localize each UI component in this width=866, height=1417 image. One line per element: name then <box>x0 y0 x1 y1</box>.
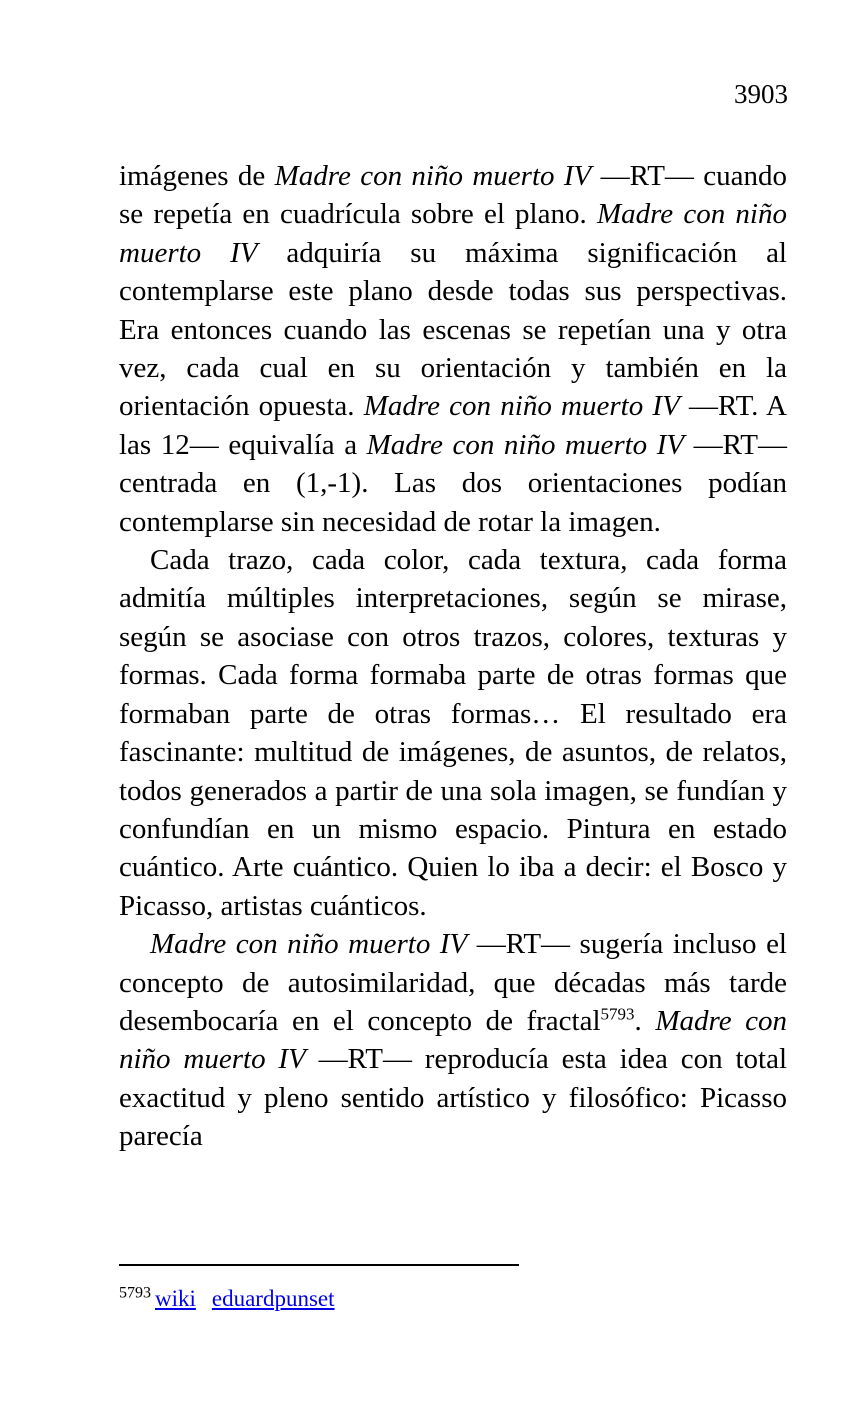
footnote-reference[interactable]: 5793 <box>600 1004 635 1024</box>
artwork-title: Madre con niño muerto IV <box>119 1004 787 1076</box>
text-run: . <box>634 1004 656 1037</box>
footnote <box>119 1284 335 1314</box>
page-number: 3903 <box>734 79 788 109</box>
artwork-title: Madre con niño muerto IV <box>150 928 468 961</box>
artwork-title: Madre con niño muerto IV <box>119 198 787 269</box>
artwork-title: Madre con niño muerto IV <box>363 390 680 423</box>
text-run: —RT— centrada en (1,-1). Las dos orientaciones podían contemplarse sin necesidad de rotar la imagen. <box>119 428 787 538</box>
footnote-number: 5793 <box>119 1284 151 1302</box>
footnote-link-eduardpunset[interactable]: eduardpunset <box>211 1286 335 1311</box>
body-text <box>119 157 787 1156</box>
text-run: —RT— reproducía esta idea con total exactitud y pleno sentido artístico y filosófico: Picasso parecía <box>119 1043 787 1153</box>
paragraph-1 <box>119 157 787 541</box>
artwork-title: Madre con niño muerto IV <box>366 428 685 461</box>
text-run: —RT— cuando se repetía en cuadrícula sobre el plano. <box>119 160 788 231</box>
artwork-title: Madre con niño muerto IV <box>274 160 592 192</box>
paragraph-3 <box>119 925 787 1155</box>
footnote-divider <box>119 1264 519 1266</box>
text-run: —RT. A las 12— equivalía a <box>119 390 787 461</box>
footnote-link-wiki[interactable]: wiki <box>155 1286 196 1311</box>
text-run: imágenes de <box>119 160 275 192</box>
paragraph-2: Cada trazo, cada color, cada textura, cada forma admitía múltiples interpretaciones, según se mirase, según se asociase con otros trazos, colores, texturas y formas. Cada forma formaba parte de otras formas que formaban parte de otras formas… El resultado era fascinante: multitud de imágenes, de asuntos, de relatos, todos generados a partir de una sola imagen, se fundían y confundían en un mismo espacio. Pintura en estado cuántico. Arte cuántico. Quien lo iba a decir: el Bosco y Picasso, artistas cuánticos. <box>119 544 787 922</box>
text-run: —RT— sugería incluso el concepto de autosimilaridad, que décadas más tarde desembocaría en el concepto de fractal <box>119 928 787 1037</box>
text-run: adquiría su máxima significación al contemplarse este plano desde todas sus perspectivas. Era entonces cuando las escenas se repetían una y otra vez, cada cual en su orientación y también en la orientación opuesta. <box>119 236 787 423</box>
